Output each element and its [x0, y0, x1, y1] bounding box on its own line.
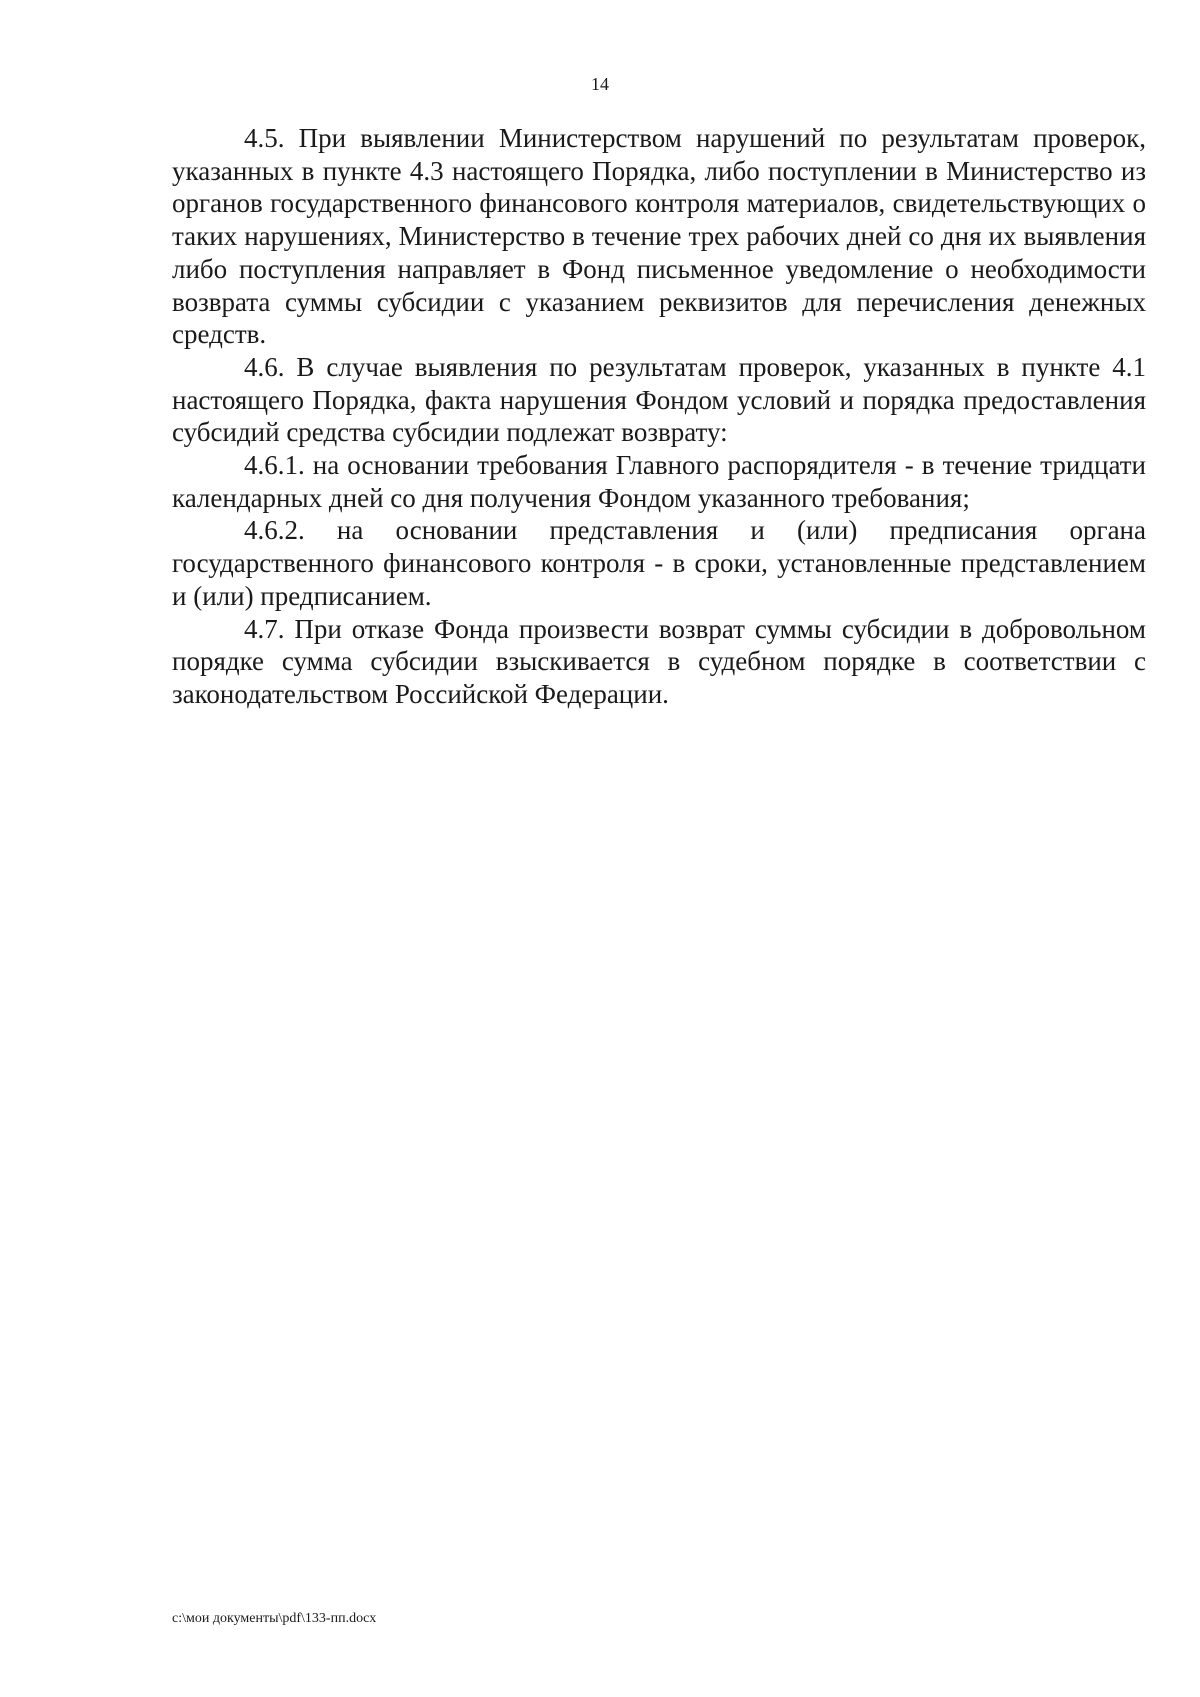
paragraph-4-6: 4.6. В случае выявления по результатам проверок, указанных в пункте 4.1 настоящего Порядка, факта нарушения Фондом условий и порядка предоставления субсидий средства субсидии подлежат возврату: — [172, 351, 1146, 448]
document-body — [172, 122, 1146, 711]
paragraph-4-6-1: 4.6.1. на основании требования Главного распорядителя - в течение тридцати календарных дней со дня получения Фондом указанного требования; — [172, 450, 1146, 513]
paragraph-4-7: 4.7. При отказе Фонда произвести возврат суммы субсидии в добровольном порядке сумма субсидии взыскивается в судебном порядке в соответствии с законодательством Российской Федерации. — [172, 613, 1146, 709]
paragraph-4-6-2: 4.6.2. на основании представления и (или) предписания органа государственного финансового контроля - в сроки, установленные представлением и (или) предписанием. — [172, 515, 1146, 611]
page-number: 14 — [591, 74, 609, 94]
footer-file-path: c:\мои документы\pdf\133-пп.docx — [172, 1611, 377, 1626]
paragraph-4-5: 4.5. При выявлении Министерством нарушений по результатам проверок, указанных в пункте 4.3 настоящего Порядка, либо поступлении в Министерство из органов государственного финансового контроля материалов, свидетельствующих о таких нарушениях, Министерство в течение трех рабочих дней со дня их выявления либо поступления направляет в Фонд письменное уведомление о необходимости возврата суммы субсидии с указанием реквизитов для перечисления денежных средств. — [172, 123, 1146, 350]
